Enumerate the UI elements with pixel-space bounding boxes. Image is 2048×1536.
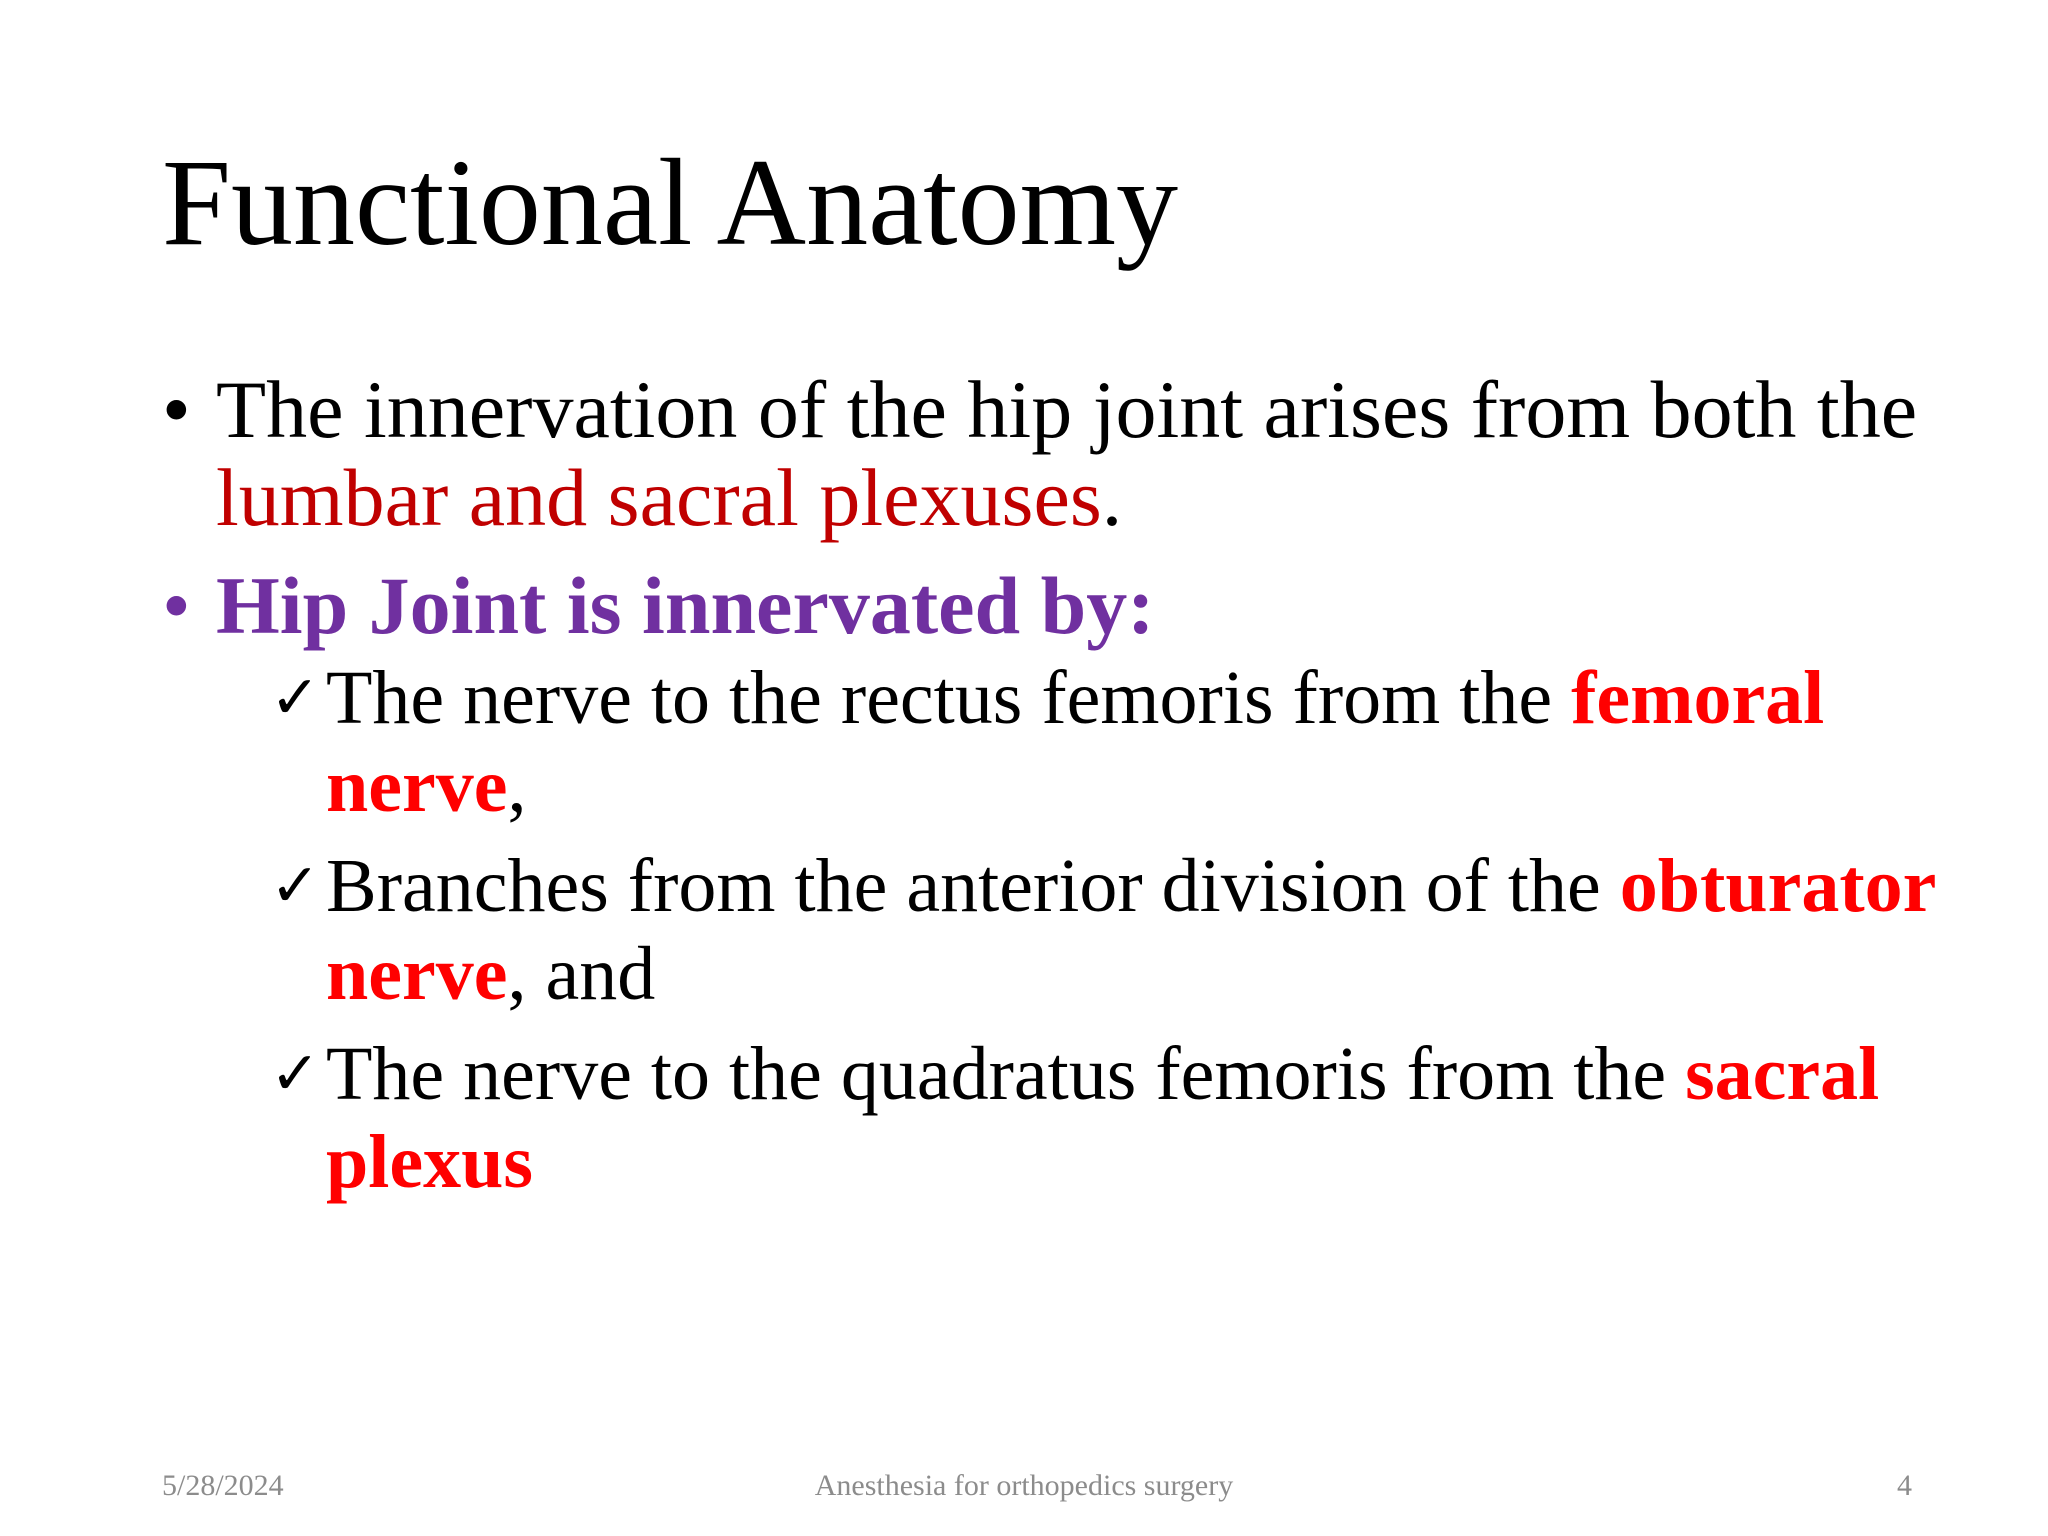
bullet-marker: • <box>162 364 191 455</box>
bullet-heading: Hip Joint is innervated by: <box>216 560 1155 651</box>
sub-item-text-end: , <box>507 744 527 828</box>
sub-item-highlight: sacral plexus <box>326 1032 1880 1204</box>
slide-title: Functional Anatomy <box>162 134 1179 271</box>
bullet-item <box>162 562 1992 650</box>
footer-title: Anesthesia for orthopedics surgery <box>814 1469 1234 1502</box>
sub-item-text: The nerve to the rectus femoris from the <box>326 656 1572 740</box>
sub-item <box>270 1030 1992 1206</box>
sub-item <box>270 654 1992 830</box>
slide-body <box>162 366 1992 1206</box>
bullet-text-end: . <box>1101 452 1123 543</box>
checkmark-icon: ✓ <box>270 1039 321 1109</box>
sub-item-text: The nerve to the quadratus femoris from the <box>326 1032 1686 1116</box>
checkmark-icon: ✓ <box>270 663 321 733</box>
bullet-text: The innervation of the hip joint arises from both the <box>216 364 1918 455</box>
footer-date: 5/28/2024 <box>162 1469 284 1502</box>
sub-item <box>270 842 1992 1018</box>
sub-item-text-end: , and <box>507 932 656 1016</box>
page-number: 4 <box>1897 1469 1912 1502</box>
bullet-highlight: lumbar and sacral plexuses <box>216 452 1102 543</box>
bullet-item <box>162 366 1992 542</box>
checkmark-icon: ✓ <box>270 851 321 921</box>
sub-item-highlight: obturator nerve <box>326 844 1935 1016</box>
sub-item-text: Branches from the anterior division of the <box>326 844 1620 928</box>
bullet-marker: • <box>162 560 191 651</box>
sub-item-highlight: femoral nerve <box>326 656 1825 828</box>
